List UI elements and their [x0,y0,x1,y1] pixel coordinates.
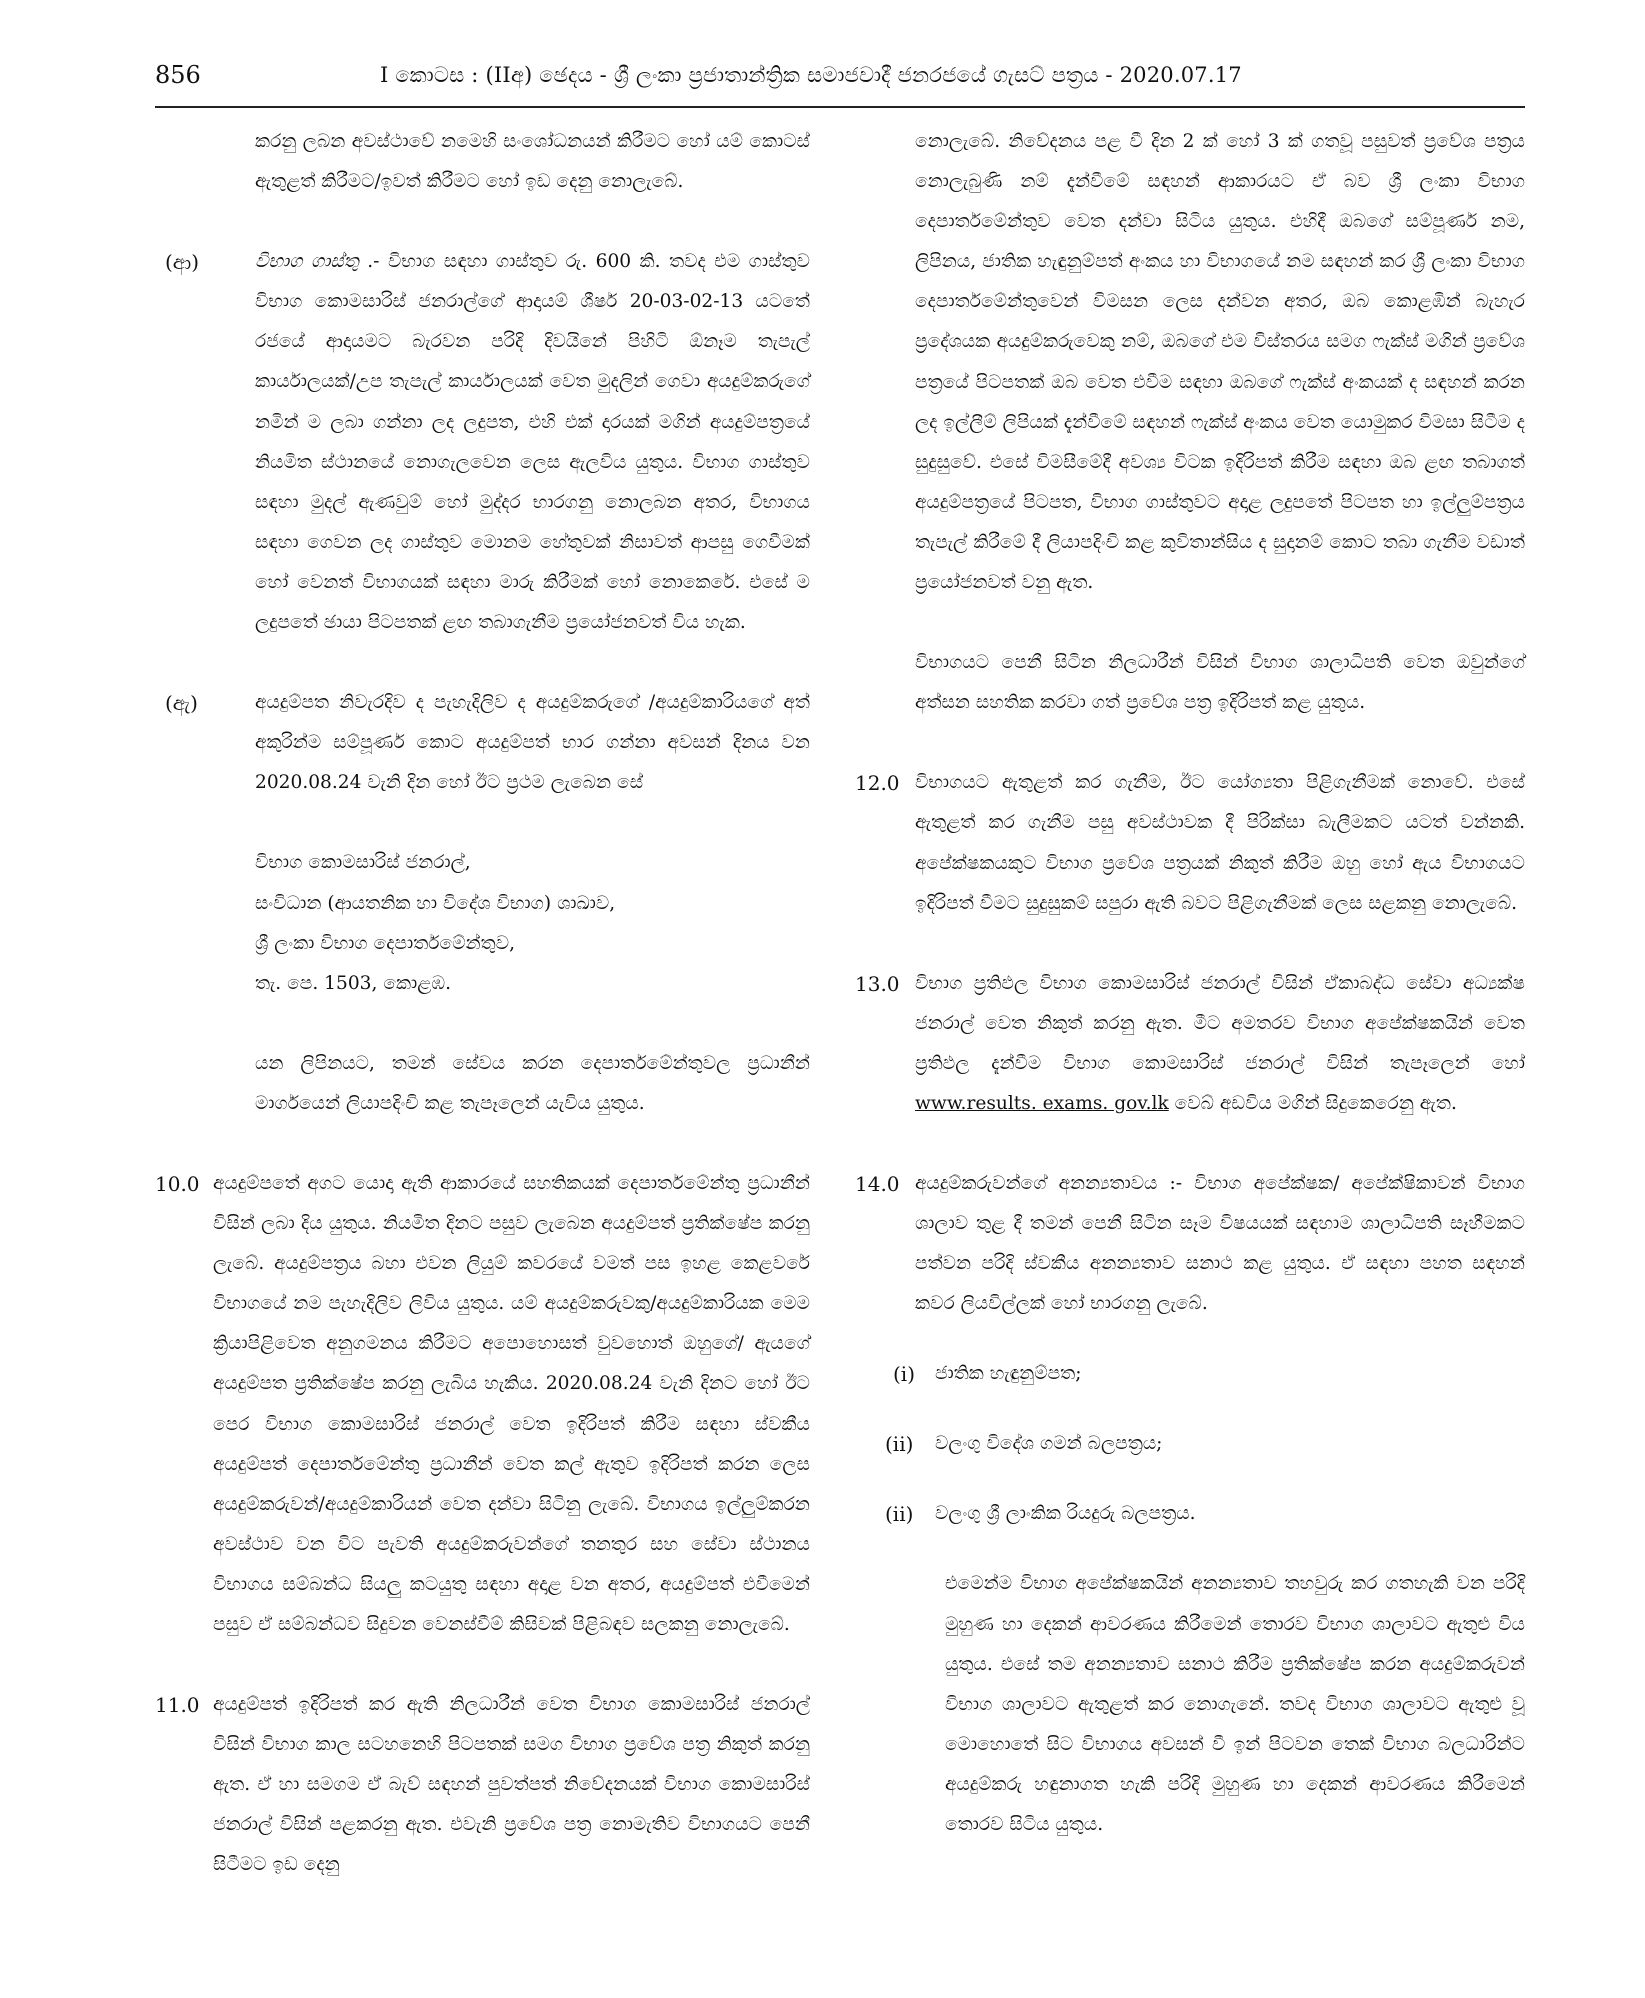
item-label: වලංගු ශ්‍රී ලාංකික රියදුරු බලපත්‍රය. [935,1503,1196,1525]
item-number: (ii) [885,1432,914,1457]
section-number: 14.0 [855,1172,900,1197]
continued-paragraph [855,122,1525,603]
clause-text: අයදුම්පත නිවැරදිව ද පැහැදිලිව ද අයදුම්කරුගේ /අයදුම්කාරියගේ අත් අකුරින්ම සම්පූර්ණ කොට අයදුම්පත් භාර ගන්නා අවසන් දිනය වන 2020.08.24 වැනි දින හෝ ඊට ප්‍රථම ලැබෙන සේ [255,692,810,794]
postal-address [155,843,810,1003]
section-14 [855,1164,1525,1324]
clause-marker: (ඇ) [165,691,198,716]
section-text: අයදුම්පත් ඉදිරිපත් කර ඇති නිලධාරීන් වෙත විභාග කොමසාරිස් ජනරාල් විසින් විභාග කාල සටහනෙහි පිටපතක් සමග විභාග ප්‍රවේශ පත්‍ර නිකුත් කරනු ඇත. ඒ හා සමගම ඒ බැව් සඳහන් පුවත්පත් නිවේදනයක් විභාග කොමසාරිස් ජනරාල් විසින් පළකරනු ඇත. එවැනි ප්‍රවේශ පත්‍ර නොමැතිව විභාගයට පෙනී සිටීමට ඉඩ දෙනු [213,1694,810,1876]
item-label: ජාතික හැඳුනුම්පත; [935,1363,1082,1385]
clause-marker: (ආ) [165,250,200,275]
section-text: අයදුම්පතේ අගට යොදා ඇති ආකාරයේ සහතිකයක් දෙපාර්තමේන්තු ප්‍රධානීන් විසින් ලබා දිය යුතුය. නියමිත දිනට පසුව ලැබෙන අයදුම්පත් ප්‍රතික්ෂේප කරනු ලැබේ. අයදුම්පත්‍රය බහා එවන ලියුම් කවරයේ වමත් පස ඉහළ කෙළවරේ විභාගයේ නම පැහැදිලිව ලිවිය යුතුය. යම් අයදුම්කරුවකු/අයදුම්කාරියක මෙම ක්‍රියාපිළිවෙත අනුගමනය කිරීමට අපොහොසත් වුවහොත් ඔහුගේ/ ඇයගේ අයදුම්පත ප්‍රතික්ෂේප කරනු ලැබිය හැකිය. 2020.08.24 වැනි දිනට හෝ ඊට පෙර විභාග කොමසාරිස් ජනරාල් වෙත ඉදිරිපත් කිරීම සඳහා ස්වකීය අයදුම්පත් දෙපාර්තමේන්තු ප්‍රධානීන් වෙත කල් ඇතුව ඉදිරිපත් කරන ලෙස අයදුම්කරුවන්/අයදුම්කාරියන් වෙත දන්වා සිටිනු ලැබේ. විභාගය ඉල්ලුම්කරන අවස්ථාව වන විට පැවති අයදුම්කරුවන්ගේ තනතුර සහ සේවා ස්ථානය විභාගය සම්බන්ධ සියලු කටයුතු සඳහා අදාළ වන අතර, අයදුම්පත් එවීමෙන් පසුව ඒ සම්බන්ධව සිදුවන වෙනස්වීම් කිසිවක් පිළිබඳව සලකනු නොලැබේ. [213,1172,810,1635]
section-text: විභාගයට ඇතුළත් කර ගැනීම, ඊට යෝග්‍යතා පිළිගැනීමක් නොවේ. එසේ ඇතුළත් කර ගැනීම පසු අවස්ථාවක දී පිරික්සා බැලීමකට යටත් වන්නකි. අපේක්ෂකයකුට විභාග ප්‍රවේශ පත්‍රයක් නිකුත් කිරීම ඔහු හෝ ඇය විභාගයට ඉදිරිපත් වීමට සුදුසුකම් සපුරා ඇති බවට පිළිගැනීමක් ලෙස සළකනු නොලැබේ. [915,772,1525,914]
clause-ae [155,683,810,803]
section-number: 13.0 [855,971,900,996]
section-12 [855,763,1525,923]
paragraph-text: විභාගයට පෙනී සිටින නිලධාරීන් විසින් විභාග ශාලාධිපති වෙත ඔවුන්ගේ අත්සන සහතික කරවා ගත් ප්‍රවේශ පත්‍ර ඉදිරිපත් කළ යුතුය. [915,652,1525,714]
id-document-item [855,1354,1525,1394]
item-number: (ii) [885,1502,914,1527]
address-line: ශ්‍රී ලංකා විභාග දෙපාර්තමේන්තුව, [255,932,516,954]
gazette-title: I කොටස : (IIඅ) ඡෙදය - ශ්‍රී ලංකා ප්‍රජාතාන්ත්‍රික සමාජවාදී ජනරජයේ ගැසට් පත්‍රය - 2020.07.17 [380,63,1242,87]
paragraph-text: නොලැබේ. නිවේදනය පළ වී දින 2 ක් හෝ 3 ක් ගතවූ පසුවත් ප්‍රවේශ පත්‍රය නොලැබුණි නම් දැන්වීමේ සඳහන් ආකාරයට ඒ බව ශ්‍රී ලංකා විභාග දෙපාර්තමේන්තුව වෙත දන්වා සිටිය යුතුය. එහිදී ඔබගේ සම්පූර්ණ නම, ලිපිනය, ජාතික හැඳුනුම්පත් අංකය හා විභාගයේ නම සඳහන් කර ශ්‍රී ලංකා විභාග දෙපාර්තමේන්තුවෙන් විමසන ලෙස දන්වන අතර, ඔබ කොළඹින් බැහැර ප්‍රදේශයක අයදුම්කරුවෙකු නම්, ඔබගේ එම විස්තරය සමග ෆැක්ස් මගින් ප්‍රවේශ පත්‍රයේ පිටපතක් ඔබ වෙත එවීම සඳහා ඔබගේ ෆැක්ස් අංකයක් ද සඳහන් කරන ලද ඉල්ලීම් ලිපියක් දැන්වීමේ සඳහන් ෆැක්ස් අංකය වෙත යොමුකර විමසා සිටීම ද සුදුසුවේ. එසේ විමසීමේදී අවශ්‍ය විටක ඉදිරිපත් කිරීම සඳහා ඔබ ළඟ තබාගත් අයදුම්පත්‍රයේ පිටපත, විභාග ගාස්තුවට අදාළ ලදුපතේ පිටපත හා ඉල්ලුම්පත්‍රය තැපැල් කිරීමේ දී ලියාපදිංචි කළ කුවිතාන්සිය ද සුදානම් කොට තබා ගැනීම වඩාත් ප්‍රයෝජනවත් වනු ඇත. [915,131,1525,594]
item-number: (i) [893,1362,916,1387]
clause-body: .- විභාග සඳහා ගාස්තුව රු. 600 කි. තවද එම ගාස්තුව විභාග කොමසාරිස් ජනරාල්ගේ ආදායම් ශීර්ෂ 20-03-02-13 යටතේ රජයේ ආදායමට බැරවන පරිදි දිවයිනේ පිහිටි ඕනෑම තැපැල් කාර්යාලයක්/උප තැපැල් කාර්යාලයක් වෙත මුදලින් ගෙවා අයදුම්කරුගේ නමින් ම ලබා ගන්නා ලද ලදුපත, එහි එක් දාරයක් මගින් අයදුම්පත්‍රයේ නියමිත ස්ථානයේ නොගැලවෙන ලෙස ඇලවිය යුතුය. විභාග ගාස්තුව සඳහා මුදල් ඇණවුම් හෝ මුද්දර භාරගනු නොලබන අතර, විභාගය සඳහා ගෙවන ලද ගාස්තුව මොනම හේතුවක් නිසාවත් ආපසු ගෙවීමක් හෝ වෙනත් විභාගයක් සඳහා මාරු කිරීමක් හෝ නොකෙරේ. එසේ ම ලදුපතේ ඡායා පිටපතක් ළඟ තබාගැනීම ප්‍රයෝජනවත් විය හැක. [255,251,810,634]
section-text [915,964,1525,1124]
section-body: විභාග ප්‍රතිඵල විභාග කොමසාරිස් ජනරාල් විසින් ඒකාබද්ධ සේවා අධ්‍යක්ෂ ජනරාල් වෙත නිකුත් කරනු ඇත. මීට අමතරව විභාග අපේක්ෂකයින් වෙත ප්‍රතිඵල දැන්වීම විභාග කොමසාරිස් ජනරාල් විසින් තැපෑලෙන් හෝ [915,972,1525,1074]
header-divider [155,106,1525,108]
section-10 [155,1164,810,1645]
section-13 [855,964,1525,1124]
section-14-after [855,1564,1525,1845]
paragraph-text: යන ලිපිනයට, තමන් සේවය කරන දෙපාර්තමේන්තුවල ප්‍රධානීන් මාර්ගයෙන් ලියාපදිංචි කළ තැපෑලෙන් යැවිය යුතුය. [255,1052,810,1114]
paragraph-text: කරනු ලබන අවස්ථාවේ නමෙහි සංශෝධනයන් කිරීමට හෝ යම් කොටස් ඇතුළත් කිරීමට/ඉවත් කිරීමට හෝ ඉඩ දෙනු නොලැබේ. [255,131,810,193]
address-line: විභාග කොමසාරිස් ජනරාල්, [255,852,471,874]
section-body-end: වෙබ් අඩවිය මගින් සිදුකෙරෙනු ඇත. [1168,1092,1457,1114]
clause-ae-after [155,1044,810,1124]
address-line: සංවිධාන (ආයතනික හා විදේශ විභාග) ශාඛාව, [255,892,616,914]
address-line: තැ. පෙ. 1503, කොළඹ. [255,972,452,994]
continued-paragraph-2 [855,643,1525,723]
clause-term: විභාග ගාස්තු [255,251,359,273]
continued-paragraph [155,122,810,202]
left-column [155,122,810,1886]
id-document-item [855,1424,1525,1464]
clause-aa [155,242,810,643]
page-number: 856 [155,61,201,89]
section-number: 11.0 [155,1693,200,1718]
results-website-link[interactable]: www.results. exams. gov.lk [915,1092,1169,1114]
section-number: 10.0 [155,1171,200,1196]
section-text: අයදුම්කරුවන්ගේ අනන්‍යතාවය :- විභාග අපේක්ෂක/ අපේක්ෂිකාවන් විභාග ශාලාව තුළ දී තමන් පෙනී සිටින සෑම විෂයයක් සඳහාම ශාලාධිපති සෑහීමකට පත්වන පරිදි ස්වකීය අනන්‍යතාව සනාථ කළ යුතුය. ඒ සඳහා පහත සඳහන් කවර ලියවිල්ලක් හෝ භාරගනු ලැබේ. [915,1173,1525,1315]
clause-text [255,242,810,643]
right-column [855,122,1525,1845]
paragraph-text: එමෙන්ම විභාග අපේක්ෂකයින් අනන්‍යතාව තහවුරු කර ගතහැකි වන පරිදි මුහුණ හා දෙකන් ආවරණය කිරීමෙන් තොරව විභාග ශාලාවට ඇතුළු විය යුතුය. එසේ තම අනන්‍යතාව සනාථ කිරීම ප්‍රතික්ෂේප කරන අයදුම්කරුවන් විභාග ශාලාවට ඇතුළත් කර නොගැනේ. තවද විභාග ශාලාවට ඇතුළු වූ මොහොතේ සිට විභාගය අවසන් වී ඉන් පිටවන තෙක් විභාග බලධාරින්ට අයදුම්කරු හඳුනාගත හැකි පරිදි මුහුණ හා දෙකන් ආවරණය කිරීමෙන් තොරව සිටිය යුතුය. [945,1573,1525,1835]
item-label: වලංගු විදේශ ගමන් බලපත්‍රය; [935,1433,1163,1455]
section-number: 12.0 [855,771,900,796]
page-header [155,55,1525,99]
id-document-item [855,1494,1525,1534]
section-11 [155,1685,810,1885]
